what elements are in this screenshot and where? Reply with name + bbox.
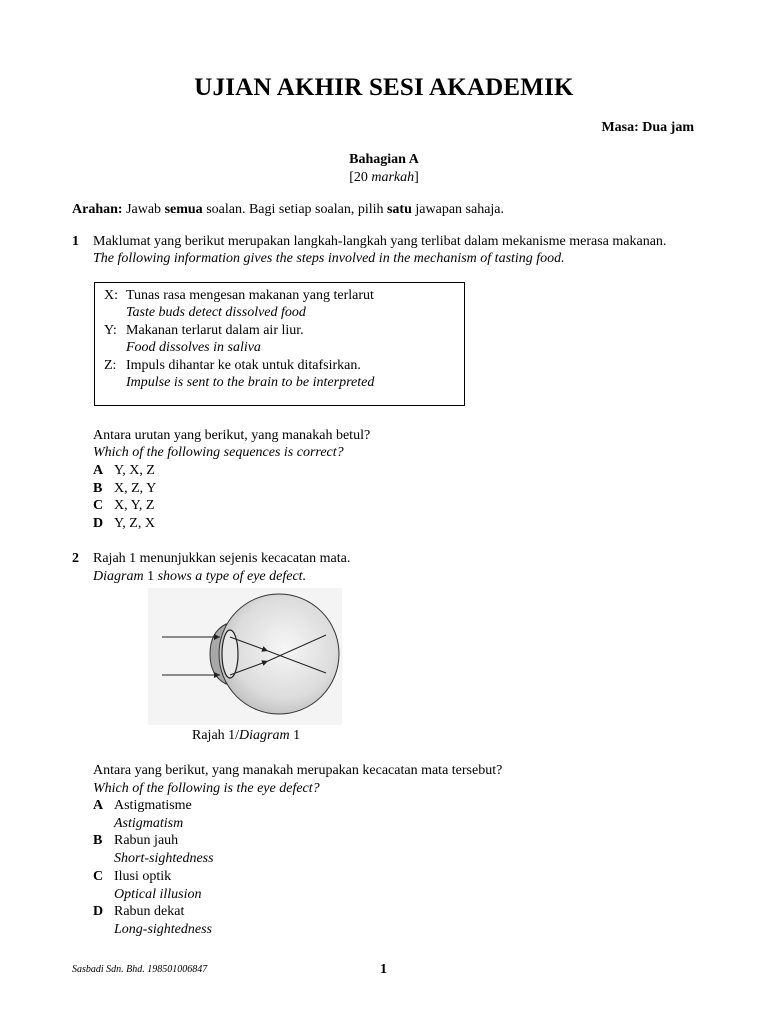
option-letter: D [93,904,104,919]
eye-diagram-svg [148,588,342,725]
question-text-en: The following information gives the steps involved in the mechanism of tasting food. [93,251,565,266]
option-text: Y, Z, X [114,516,155,531]
sub-question: Antara urutan yang berikut, yang manakah betul? [93,428,371,443]
option-text: Astigmatisme [114,798,192,813]
marks-suffix: ] [414,170,419,185]
step-label: X: [104,288,118,303]
caption-prefix: Rajah 1/ [192,728,240,743]
option-b[interactable] [93,832,178,849]
option-c[interactable] [93,868,171,885]
exam-duration: Masa: Dua jam [601,120,694,135]
option-letter: B [93,833,103,848]
option-text: Y, X, Z [114,463,155,478]
option-b-en: Short-sightedness [114,851,214,866]
steps-box [94,282,465,406]
option-text: X, Z, Y [114,481,157,496]
instruction-bold-1: semua [164,202,203,217]
caption-suffix: 1 [289,728,301,743]
option-c-en: Optical illusion [114,887,202,902]
step-z [104,357,361,374]
sub-question: Antara yang berikut, yang manakah merupakan kecacatan mata tersebut? [93,763,503,778]
option-d[interactable] [93,903,184,920]
option-c[interactable] [93,497,154,514]
step-y-en: Food dissolves in saliva [126,340,261,355]
question-text-en [93,568,306,585]
diagram-number: 1 [143,569,158,584]
step-text: Impuls dihantar ke otak untuk ditafsirkan. [126,358,361,373]
option-letter: D [93,516,104,531]
option-text: Rabun dekat [114,904,185,919]
step-text: Tunas rasa mengesan makanan yang terlarut [126,288,374,303]
page-title: UJIAN AKHIR SESI AKADEMIK [194,74,574,101]
sub-question-en: Which of the following is the eye defect? [93,781,320,796]
option-letter: A [93,798,104,813]
option-a-en: Astigmatism [114,816,184,831]
question-number: 1 [72,234,79,249]
marks-word: markah [371,170,415,185]
instruction-line [72,201,504,218]
page-number: 1 [380,962,387,977]
option-b[interactable] [93,480,156,497]
sub-question-en: Which of the following sequences is correct? [93,445,344,460]
instruction-text-1: Jawab [122,202,165,217]
section-title: Bahagian A [349,152,419,167]
step-text: Makanan terlarut dalam air liur. [126,323,304,338]
option-d[interactable] [93,515,155,532]
diagram-word: Diagram [93,569,144,584]
option-d-en: Long-sightedness [114,922,212,937]
option-text: Ilusi optik [114,869,172,884]
option-letter: C [93,869,104,884]
step-x-en: Taste buds detect dissolved food [126,305,306,320]
marks-prefix: [20 [349,170,372,185]
section-marks [0,169,768,187]
instruction-text-2: soalan. Bagi setiap soalan, pilih [202,202,387,217]
step-label: Y: [104,323,117,338]
step-label: Z: [104,358,117,373]
instruction-label: Arahan: [72,202,123,217]
step-y [104,322,304,339]
option-letter: B [93,481,103,496]
option-text: X, Y, Z [114,498,155,513]
question-text-en-rest: shows a type of eye defect. [157,569,307,584]
step-z-en: Impulse is sent to the brain to be interpreted [126,375,375,390]
caption-italic: Diagram [239,728,290,743]
option-a[interactable] [93,462,155,479]
section-heading [0,151,768,187]
option-a[interactable] [93,797,192,814]
option-text: Rabun jauh [114,833,179,848]
question-text: Maklumat yang berikut merupakan langkah-langkah yang terlibat dalam mekanisme merasa makanan. [93,234,667,249]
eye-diagram [148,588,342,725]
question-number: 2 [72,551,79,566]
instruction-bold-2: satu [386,202,412,217]
question-text: Rajah 1 menunjukkan sejenis kecacatan mata. [93,551,351,566]
diagram-caption [192,727,300,744]
step-x [104,287,374,304]
instruction-text-3: jawapan sahaja. [411,202,505,217]
publisher-footer: Sasbadi Sdn. Bhd. 198501006847 [72,964,208,975]
option-letter: A [93,463,104,478]
option-letter: C [93,498,104,513]
